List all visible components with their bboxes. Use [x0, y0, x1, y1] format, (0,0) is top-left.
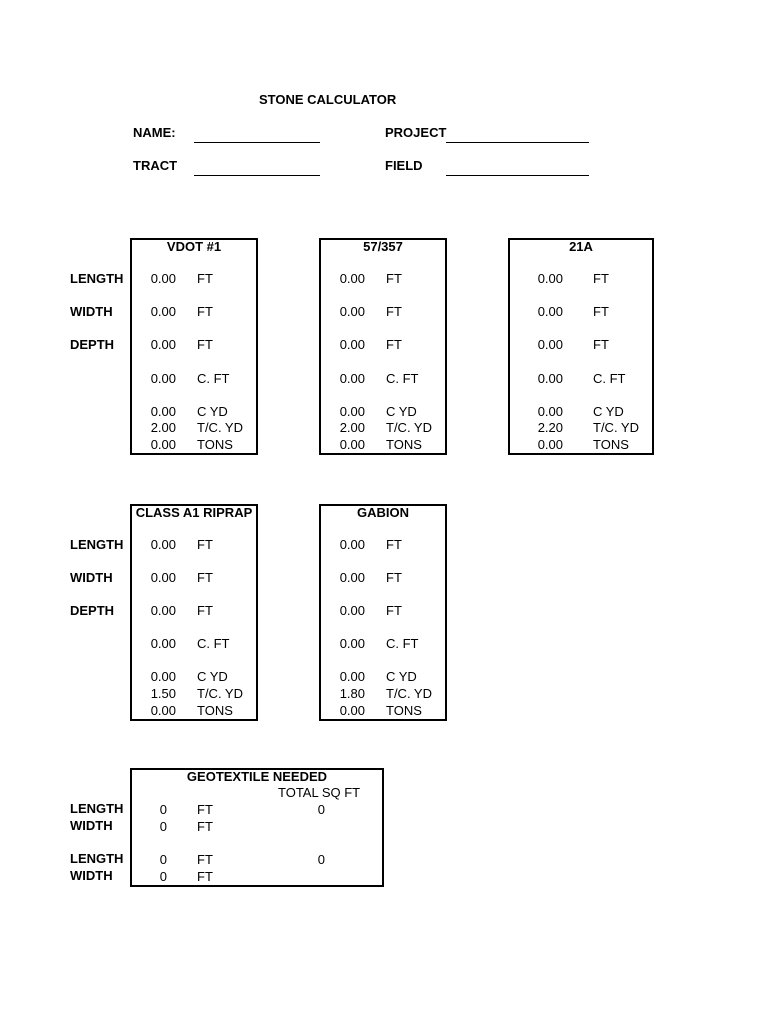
field-field[interactable] — [446, 175, 589, 176]
unit-tons: TONS — [197, 437, 233, 452]
length-label: LENGTH — [70, 537, 124, 552]
width-label: WIDTH — [70, 570, 113, 585]
width-label: WIDTH — [70, 304, 113, 319]
stone-box-title: 21A — [569, 239, 593, 254]
cft-value: 0.00 — [537, 371, 563, 386]
tcyd-value: 2.00 — [339, 420, 365, 435]
stone-box-title: 57/357 — [363, 239, 403, 254]
unit-cft: C. FT — [386, 636, 419, 651]
unit-cyd: C YD — [197, 404, 228, 419]
unit-tons: TONS — [386, 703, 422, 718]
unit-ft: FT — [197, 304, 213, 319]
geo-width-label: WIDTH — [70, 818, 113, 833]
page-title: STONE CALCULATOR — [259, 92, 397, 107]
unit-ft: FT — [197, 819, 213, 834]
unit-ft: FT — [593, 304, 609, 319]
geo-length-value: 0 — [159, 852, 167, 867]
unit-ft: FT — [197, 570, 213, 585]
cyd-value: 0.00 — [150, 404, 176, 419]
unit-cyd: C YD — [197, 669, 228, 684]
total-sq-ft-label: TOTAL SQ FT — [278, 785, 361, 800]
tons-value: 0.00 — [339, 703, 365, 718]
unit-ft: FT — [386, 271, 402, 286]
width-value: 0.00 — [537, 304, 563, 319]
unit-cft: C. FT — [197, 636, 230, 651]
length-value: 0.00 — [537, 271, 563, 286]
length-value: 0.00 — [339, 271, 365, 286]
depth-value: 0.00 — [150, 603, 176, 618]
unit-cyd: C YD — [593, 404, 624, 419]
tons-value: 0.00 — [339, 437, 365, 452]
name-label: NAME: — [133, 125, 176, 140]
tons-value: 0.00 — [150, 703, 176, 718]
geotextile-title: GEOTEXTILE NEEDED — [186, 769, 328, 784]
unit-tons: TONS — [386, 437, 422, 452]
geo-total-value: 0 — [317, 802, 325, 817]
stone-box-class-a1-riprap — [130, 504, 258, 721]
cyd-value: 0.00 — [150, 669, 176, 684]
unit-ft: FT — [197, 802, 213, 817]
unit-ft: FT — [197, 537, 213, 552]
cyd-value: 0.00 — [339, 669, 365, 684]
stone-box-title: VDOT #1 — [166, 239, 222, 254]
length-value: 0.00 — [150, 537, 176, 552]
cft-value: 0.00 — [339, 371, 365, 386]
tcyd-value: 2.00 — [150, 420, 176, 435]
depth-value: 0.00 — [150, 337, 176, 352]
unit-ft: FT — [197, 869, 213, 884]
cft-value: 0.00 — [150, 371, 176, 386]
unit-cft: C. FT — [197, 371, 230, 386]
unit-ft: FT — [386, 537, 402, 552]
unit-tcyd: T/C. YD — [386, 686, 432, 701]
unit-ft: FT — [386, 304, 402, 319]
tcyd-value: 2.20 — [537, 420, 563, 435]
tract-label: TRACT — [133, 158, 178, 173]
tons-value: 0.00 — [537, 437, 563, 452]
unit-cft: C. FT — [386, 371, 419, 386]
geo-length-label: LENGTH — [70, 851, 124, 866]
unit-ft: FT — [386, 603, 402, 618]
tcyd-value: 1.50 — [150, 686, 176, 701]
project-label: PROJECT — [385, 125, 447, 140]
cft-value: 0.00 — [150, 636, 176, 651]
stone-box-title: GABION — [357, 505, 409, 520]
name-field[interactable] — [194, 142, 320, 143]
geo-length-value: 0 — [159, 802, 167, 817]
depth-label: DEPTH — [70, 337, 115, 352]
depth-value: 0.00 — [339, 337, 365, 352]
depth-value: 0.00 — [339, 603, 365, 618]
cyd-value: 0.00 — [537, 404, 563, 419]
tract-field[interactable] — [194, 175, 320, 176]
stone-box-21a — [508, 238, 654, 455]
stone-box-gabion — [319, 504, 447, 721]
unit-tons: TONS — [197, 703, 233, 718]
geo-length-label: LENGTH — [70, 801, 124, 816]
unit-cyd: C YD — [386, 404, 417, 419]
unit-ft: FT — [197, 852, 213, 867]
cyd-value: 0.00 — [339, 404, 365, 419]
width-value: 0.00 — [150, 304, 176, 319]
stone-box-title: CLASS A1 RIPRAP — [135, 505, 253, 520]
field-label: FIELD — [385, 158, 423, 173]
project-field[interactable] — [446, 142, 589, 143]
unit-ft: FT — [197, 603, 213, 618]
unit-ft: FT — [386, 337, 402, 352]
width-value: 0.00 — [339, 570, 365, 585]
depth-label: DEPTH — [70, 603, 115, 618]
geo-width-label: WIDTH — [70, 868, 113, 883]
stone-box-57-357 — [319, 238, 447, 455]
tons-value: 0.00 — [150, 437, 176, 452]
unit-tons: TONS — [593, 437, 629, 452]
unit-ft: FT — [593, 337, 609, 352]
unit-cft: C. FT — [593, 371, 626, 386]
length-value: 0.00 — [150, 271, 176, 286]
unit-ft: FT — [593, 271, 609, 286]
unit-tcyd: T/C. YD — [197, 420, 243, 435]
geo-total-value: 0 — [317, 852, 325, 867]
width-value: 0.00 — [150, 570, 176, 585]
stone-box-vdot1 — [130, 238, 258, 455]
tcyd-value: 1.80 — [339, 686, 365, 701]
length-label: LENGTH — [70, 271, 124, 286]
length-value: 0.00 — [339, 537, 365, 552]
geo-width-value: 0 — [159, 869, 167, 884]
geo-width-value: 0 — [159, 819, 167, 834]
unit-tcyd: T/C. YD — [593, 420, 639, 435]
unit-tcyd: T/C. YD — [386, 420, 432, 435]
unit-ft: FT — [197, 337, 213, 352]
width-value: 0.00 — [339, 304, 365, 319]
cft-value: 0.00 — [339, 636, 365, 651]
unit-tcyd: T/C. YD — [197, 686, 243, 701]
unit-ft: FT — [197, 271, 213, 286]
geotextile-box — [130, 768, 384, 887]
depth-value: 0.00 — [537, 337, 563, 352]
unit-ft: FT — [386, 570, 402, 585]
unit-cyd: C YD — [386, 669, 417, 684]
